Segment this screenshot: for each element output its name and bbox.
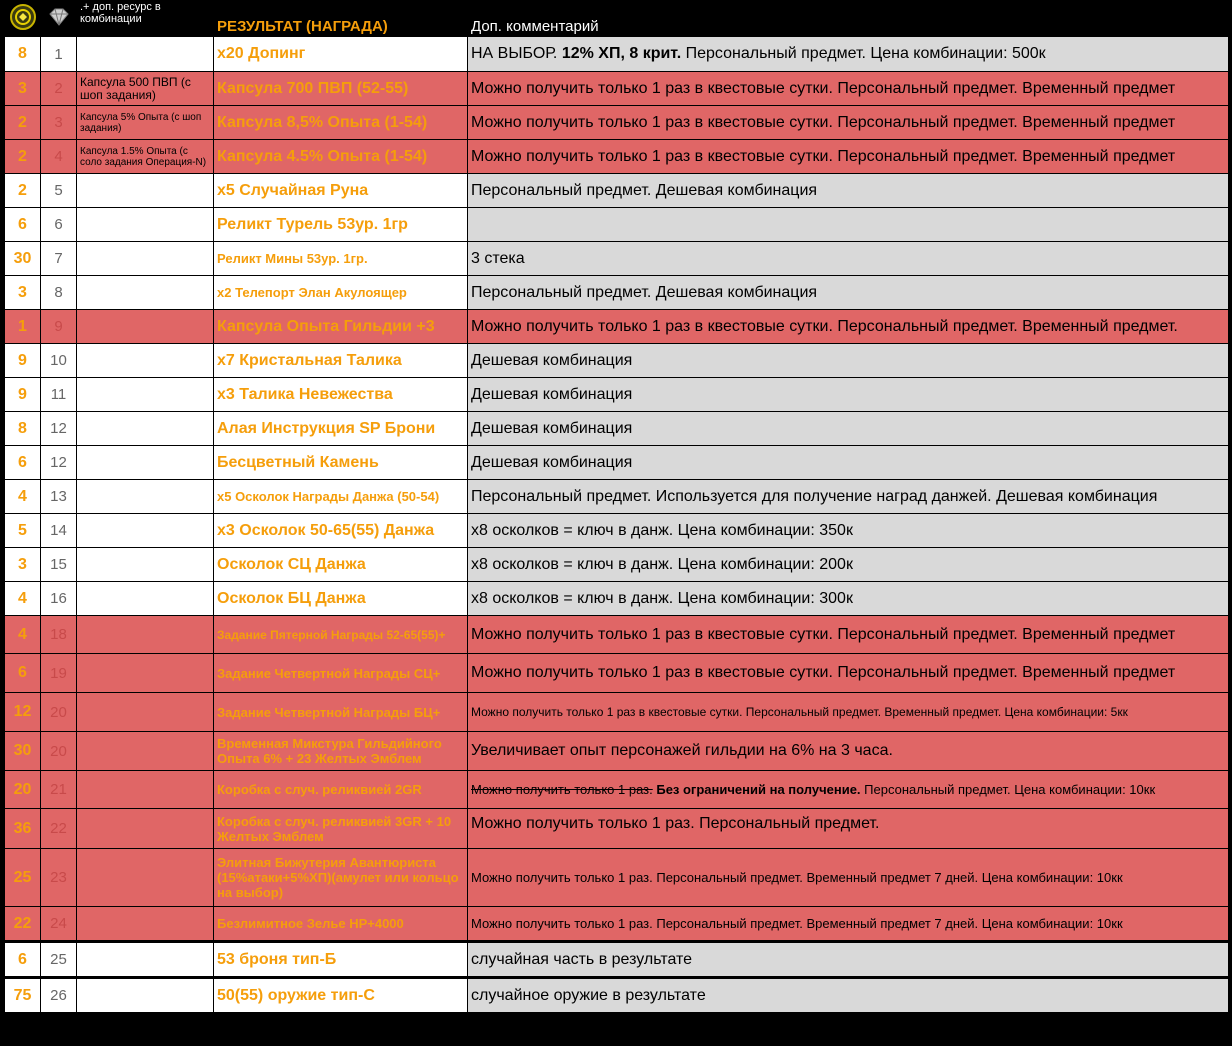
comment-cell: Можно получить только 1 раз в квестовые сутки. Персональный предмет. Временный предмет. Цена комбинации: 5кк bbox=[468, 693, 1229, 732]
result-cell: x2 Телепорт Элан Акулоящер bbox=[214, 276, 468, 310]
comment-bold-text: Без ограничений на получение. bbox=[652, 782, 861, 797]
header-extra-resource: .+ доп. ресурс в комбинации bbox=[77, 1, 214, 37]
num-cell: 2 bbox=[41, 72, 77, 106]
comment-cell: случайное оружие в результате bbox=[468, 978, 1229, 1013]
qty-cell: 2 bbox=[5, 140, 41, 174]
result-cell: Задание Пятерной Награды 52-65(55)+ bbox=[214, 616, 468, 654]
table-row bbox=[5, 412, 1229, 446]
header-comment: Доп. комментарий bbox=[468, 1, 1229, 37]
qty-cell: 30 bbox=[5, 242, 41, 276]
extra-cell bbox=[77, 208, 214, 242]
comment-cell: Персональный предмет. Используется для получение наград данжей. Дешевая комбинация bbox=[468, 480, 1229, 514]
qty-cell: 12 bbox=[5, 693, 41, 732]
header-result: РЕЗУЛЬТАТ (НАГРАДА) bbox=[214, 1, 468, 37]
result-cell: Коробка с случ. реликвией 3GR + 10 Желтых Эмблем bbox=[214, 809, 468, 849]
num-cell: 4 bbox=[41, 140, 77, 174]
qty-cell: 6 bbox=[5, 208, 41, 242]
table-row bbox=[5, 849, 1229, 907]
result-cell: Временная Микстура Гильдийного Опыта 6% + 23 Желтых Эмблем bbox=[214, 732, 468, 771]
table-row bbox=[5, 480, 1229, 514]
result-cell: Бесцветный Камень bbox=[214, 446, 468, 480]
num-cell: 3 bbox=[41, 106, 77, 140]
table-row bbox=[5, 548, 1229, 582]
comment-text: НА ВЫБОР. bbox=[471, 45, 562, 62]
comment-cell: Дешевая комбинация bbox=[468, 378, 1229, 412]
result-cell: Задание Четвертной Награды СЦ+ bbox=[214, 654, 468, 693]
num-cell: 19 bbox=[41, 654, 77, 693]
table-row bbox=[5, 72, 1229, 106]
extra-cell: Капсула 500 ПВП (с шоп задания) bbox=[77, 72, 214, 106]
comment-cell: x8 осколков = ключ в данж. Цена комбинации: 350к bbox=[468, 514, 1229, 548]
qty-cell: 2 bbox=[5, 106, 41, 140]
table-row bbox=[5, 310, 1229, 344]
num-cell: 14 bbox=[41, 514, 77, 548]
num-cell: 20 bbox=[41, 732, 77, 771]
table-row bbox=[5, 242, 1229, 276]
result-cell: Осколок СЦ Данжа bbox=[214, 548, 468, 582]
comment-cell: Дешевая комбинация bbox=[468, 344, 1229, 378]
result-cell: Реликт Турель 53ур. 1гр bbox=[214, 208, 468, 242]
extra-cell bbox=[77, 446, 214, 480]
comment-cell: Увеличивает опыт персонажей гильдии на 6% на 3 часа. bbox=[468, 732, 1229, 771]
qty-cell: 22 bbox=[5, 907, 41, 942]
table-row bbox=[5, 942, 1229, 978]
comment-cell: Можно получить только 1 раз в квестовые сутки. Персональный предмет. Временный предмет bbox=[468, 616, 1229, 654]
num-cell: 13 bbox=[41, 480, 77, 514]
comment-cell: Можно получить только 1 раз в квестовые сутки. Персональный предмет. Временный предмет. bbox=[468, 310, 1229, 344]
extra-cell bbox=[77, 693, 214, 732]
qty-cell: 6 bbox=[5, 654, 41, 693]
table-row bbox=[5, 106, 1229, 140]
result-cell: Алая Инструкция SP Брони bbox=[214, 412, 468, 446]
extra-cell bbox=[77, 242, 214, 276]
extra-cell bbox=[77, 378, 214, 412]
qty-cell: 20 bbox=[5, 771, 41, 809]
comment-cell: x8 осколков = ключ в данж. Цена комбинации: 200к bbox=[468, 548, 1229, 582]
num-cell: 11 bbox=[41, 378, 77, 412]
result-cell: x7 Кристальная Талика bbox=[214, 344, 468, 378]
extra-cell: Капсула 5% Опыта (с шоп задания) bbox=[77, 106, 214, 140]
num-cell: 18 bbox=[41, 616, 77, 654]
comment-cell: x8 осколков = ключ в данж. Цена комбинации: 300к bbox=[468, 582, 1229, 616]
header-col1 bbox=[5, 1, 41, 37]
result-cell: Реликт Мины 53ур. 1гр. bbox=[214, 242, 468, 276]
qty-cell: 36 bbox=[5, 809, 41, 849]
qty-cell: 4 bbox=[5, 616, 41, 654]
num-cell: 16 bbox=[41, 582, 77, 616]
qty-cell: 9 bbox=[5, 344, 41, 378]
extra-cell bbox=[77, 480, 214, 514]
qty-cell: 5 bbox=[5, 514, 41, 548]
qty-cell: 3 bbox=[5, 276, 41, 310]
qty-cell: 25 bbox=[5, 849, 41, 907]
qty-cell: 75 bbox=[5, 978, 41, 1013]
num-cell: 9 bbox=[41, 310, 77, 344]
comment-cell: Персональный предмет. Дешевая комбинация bbox=[468, 276, 1229, 310]
qty-cell: 1 bbox=[5, 310, 41, 344]
result-cell: Безлимитное Зелье HP+4000 bbox=[214, 907, 468, 942]
result-cell: x3 Осколок 50-65(55) Данжа bbox=[214, 514, 468, 548]
comment-cell bbox=[468, 771, 1229, 809]
qty-cell: 2 bbox=[5, 174, 41, 208]
extra-cell bbox=[77, 174, 214, 208]
qty-cell: 4 bbox=[5, 480, 41, 514]
qty-cell: 8 bbox=[5, 37, 41, 72]
comment-cell: Можно получить только 1 раз. Персональный предмет. Временный предмет 7 дней. Цена комбинации: 10кк bbox=[468, 849, 1229, 907]
table-row bbox=[5, 174, 1229, 208]
comment-cell: случайная часть в результате bbox=[468, 942, 1229, 978]
table-row bbox=[5, 276, 1229, 310]
result-cell: Капсула 8,5% Опыта (1-54) bbox=[214, 106, 468, 140]
table-row bbox=[5, 446, 1229, 480]
table-row bbox=[5, 907, 1229, 942]
result-cell: 53 броня тип-Б bbox=[214, 942, 468, 978]
extra-cell bbox=[77, 276, 214, 310]
rewards-table bbox=[4, 0, 1229, 1013]
table-row bbox=[5, 378, 1229, 412]
extra-cell bbox=[77, 548, 214, 582]
table-row bbox=[5, 140, 1229, 174]
comment-text: Персональный предмет. Цена комбинации: 500к bbox=[681, 45, 1046, 62]
qty-cell: 6 bbox=[5, 942, 41, 978]
comment-cell: 3 стека bbox=[468, 242, 1229, 276]
table-row bbox=[5, 771, 1229, 809]
num-cell: 22 bbox=[41, 809, 77, 849]
table-row bbox=[5, 582, 1229, 616]
result-cell: Капсула 700 ПВП (52-55) bbox=[214, 72, 468, 106]
extra-cell bbox=[77, 582, 214, 616]
result-cell: x5 Осколок Награды Данжа (50-54) bbox=[214, 480, 468, 514]
extra-cell bbox=[77, 978, 214, 1013]
table-row bbox=[5, 654, 1229, 693]
result-cell: x20 Допинг bbox=[214, 37, 468, 72]
extra-cell bbox=[77, 412, 214, 446]
extra-cell bbox=[77, 732, 214, 771]
extra-cell bbox=[77, 514, 214, 548]
comment-struck-text: Можно получить только 1 раз. bbox=[471, 782, 653, 797]
comment-cell: Можно получить только 1 раз в квестовые сутки. Персональный предмет. Временный предмет bbox=[468, 72, 1229, 106]
qty-cell: 30 bbox=[5, 732, 41, 771]
num-cell: 6 bbox=[41, 208, 77, 242]
comment-text: Персональный предмет. Цена комбинации: 10кк bbox=[860, 782, 1156, 797]
qty-cell: 3 bbox=[5, 548, 41, 582]
num-cell: 20 bbox=[41, 693, 77, 732]
result-cell: x5 Случайная Руна bbox=[214, 174, 468, 208]
comment-cell bbox=[468, 37, 1229, 72]
guild-emblem-icon bbox=[10, 4, 36, 30]
result-cell: Задание Четвертной Награды БЦ+ bbox=[214, 693, 468, 732]
result-cell: Капсула Опыта Гильдии +3 bbox=[214, 310, 468, 344]
table-row bbox=[5, 208, 1229, 242]
extra-cell bbox=[77, 809, 214, 849]
extra-cell bbox=[77, 344, 214, 378]
extra-cell: Капсула 1.5% Опыта (с соло задания Операция-N) bbox=[77, 140, 214, 174]
num-cell: 5 bbox=[41, 174, 77, 208]
table-row bbox=[5, 616, 1229, 654]
comment-cell: Можно получить только 1 раз. Персональный предмет. bbox=[468, 809, 1229, 849]
num-cell: 21 bbox=[41, 771, 77, 809]
extra-cell bbox=[77, 907, 214, 942]
num-cell: 26 bbox=[41, 978, 77, 1013]
num-cell: 1 bbox=[41, 37, 77, 72]
result-cell: Капсула 4.5% Опыта (1-54) bbox=[214, 140, 468, 174]
table-row bbox=[5, 809, 1229, 849]
result-cell: 50(55) оружие тип-С bbox=[214, 978, 468, 1013]
comment-cell: Дешевая комбинация bbox=[468, 446, 1229, 480]
table-row bbox=[5, 978, 1229, 1013]
extra-cell bbox=[77, 849, 214, 907]
comment-cell: Можно получить только 1 раз в квестовые сутки. Персональный предмет. Временный предмет bbox=[468, 106, 1229, 140]
qty-cell: 6 bbox=[5, 446, 41, 480]
extra-cell bbox=[77, 616, 214, 654]
table-row bbox=[5, 732, 1229, 771]
table-row bbox=[5, 37, 1229, 72]
table-row bbox=[5, 693, 1229, 732]
comment-cell: Можно получить только 1 раз. Персональный предмет. Временный предмет 7 дней. Цена комбинации: 10кк bbox=[468, 907, 1229, 942]
num-cell: 24 bbox=[41, 907, 77, 942]
extra-cell bbox=[77, 771, 214, 809]
comment-cell: Персональный предмет. Дешевая комбинация bbox=[468, 174, 1229, 208]
comment-cell: Можно получить только 1 раз в квестовые сутки. Персональный предмет. Временный предмет bbox=[468, 654, 1229, 693]
num-cell: 7 bbox=[41, 242, 77, 276]
extra-cell bbox=[77, 310, 214, 344]
result-cell: x3 Талика Невежества bbox=[214, 378, 468, 412]
extra-cell bbox=[77, 942, 214, 978]
result-cell: Коробка с случ. реликвией 2GR bbox=[214, 771, 468, 809]
result-cell: Осколок БЦ Данжа bbox=[214, 582, 468, 616]
result-cell: Элитная Бижутерия Авантюриста (15%атаки+5%ХП)(амулет или кольцо на выбор) bbox=[214, 849, 468, 907]
comment-cell: Можно получить только 1 раз в квестовые сутки. Персональный предмет. Временный предмет bbox=[468, 140, 1229, 174]
comment-bold-text: 12% ХП, 8 крит. bbox=[561, 45, 682, 62]
extra-cell bbox=[77, 654, 214, 693]
extra-cell bbox=[77, 37, 214, 72]
qty-cell: 9 bbox=[5, 378, 41, 412]
header-row bbox=[5, 1, 1229, 37]
num-cell: 25 bbox=[41, 942, 77, 978]
table-row bbox=[5, 344, 1229, 378]
qty-cell: 8 bbox=[5, 412, 41, 446]
num-cell: 12 bbox=[41, 446, 77, 480]
num-cell: 8 bbox=[41, 276, 77, 310]
table-row bbox=[5, 514, 1229, 548]
num-cell: 12 bbox=[41, 412, 77, 446]
num-cell: 23 bbox=[41, 849, 77, 907]
comment-cell: Дешевая комбинация bbox=[468, 412, 1229, 446]
comment-cell bbox=[468, 208, 1229, 242]
qty-cell: 4 bbox=[5, 582, 41, 616]
crystal-icon bbox=[46, 4, 72, 30]
header-col2 bbox=[41, 1, 77, 37]
qty-cell: 3 bbox=[5, 72, 41, 106]
num-cell: 15 bbox=[41, 548, 77, 582]
num-cell: 10 bbox=[41, 344, 77, 378]
